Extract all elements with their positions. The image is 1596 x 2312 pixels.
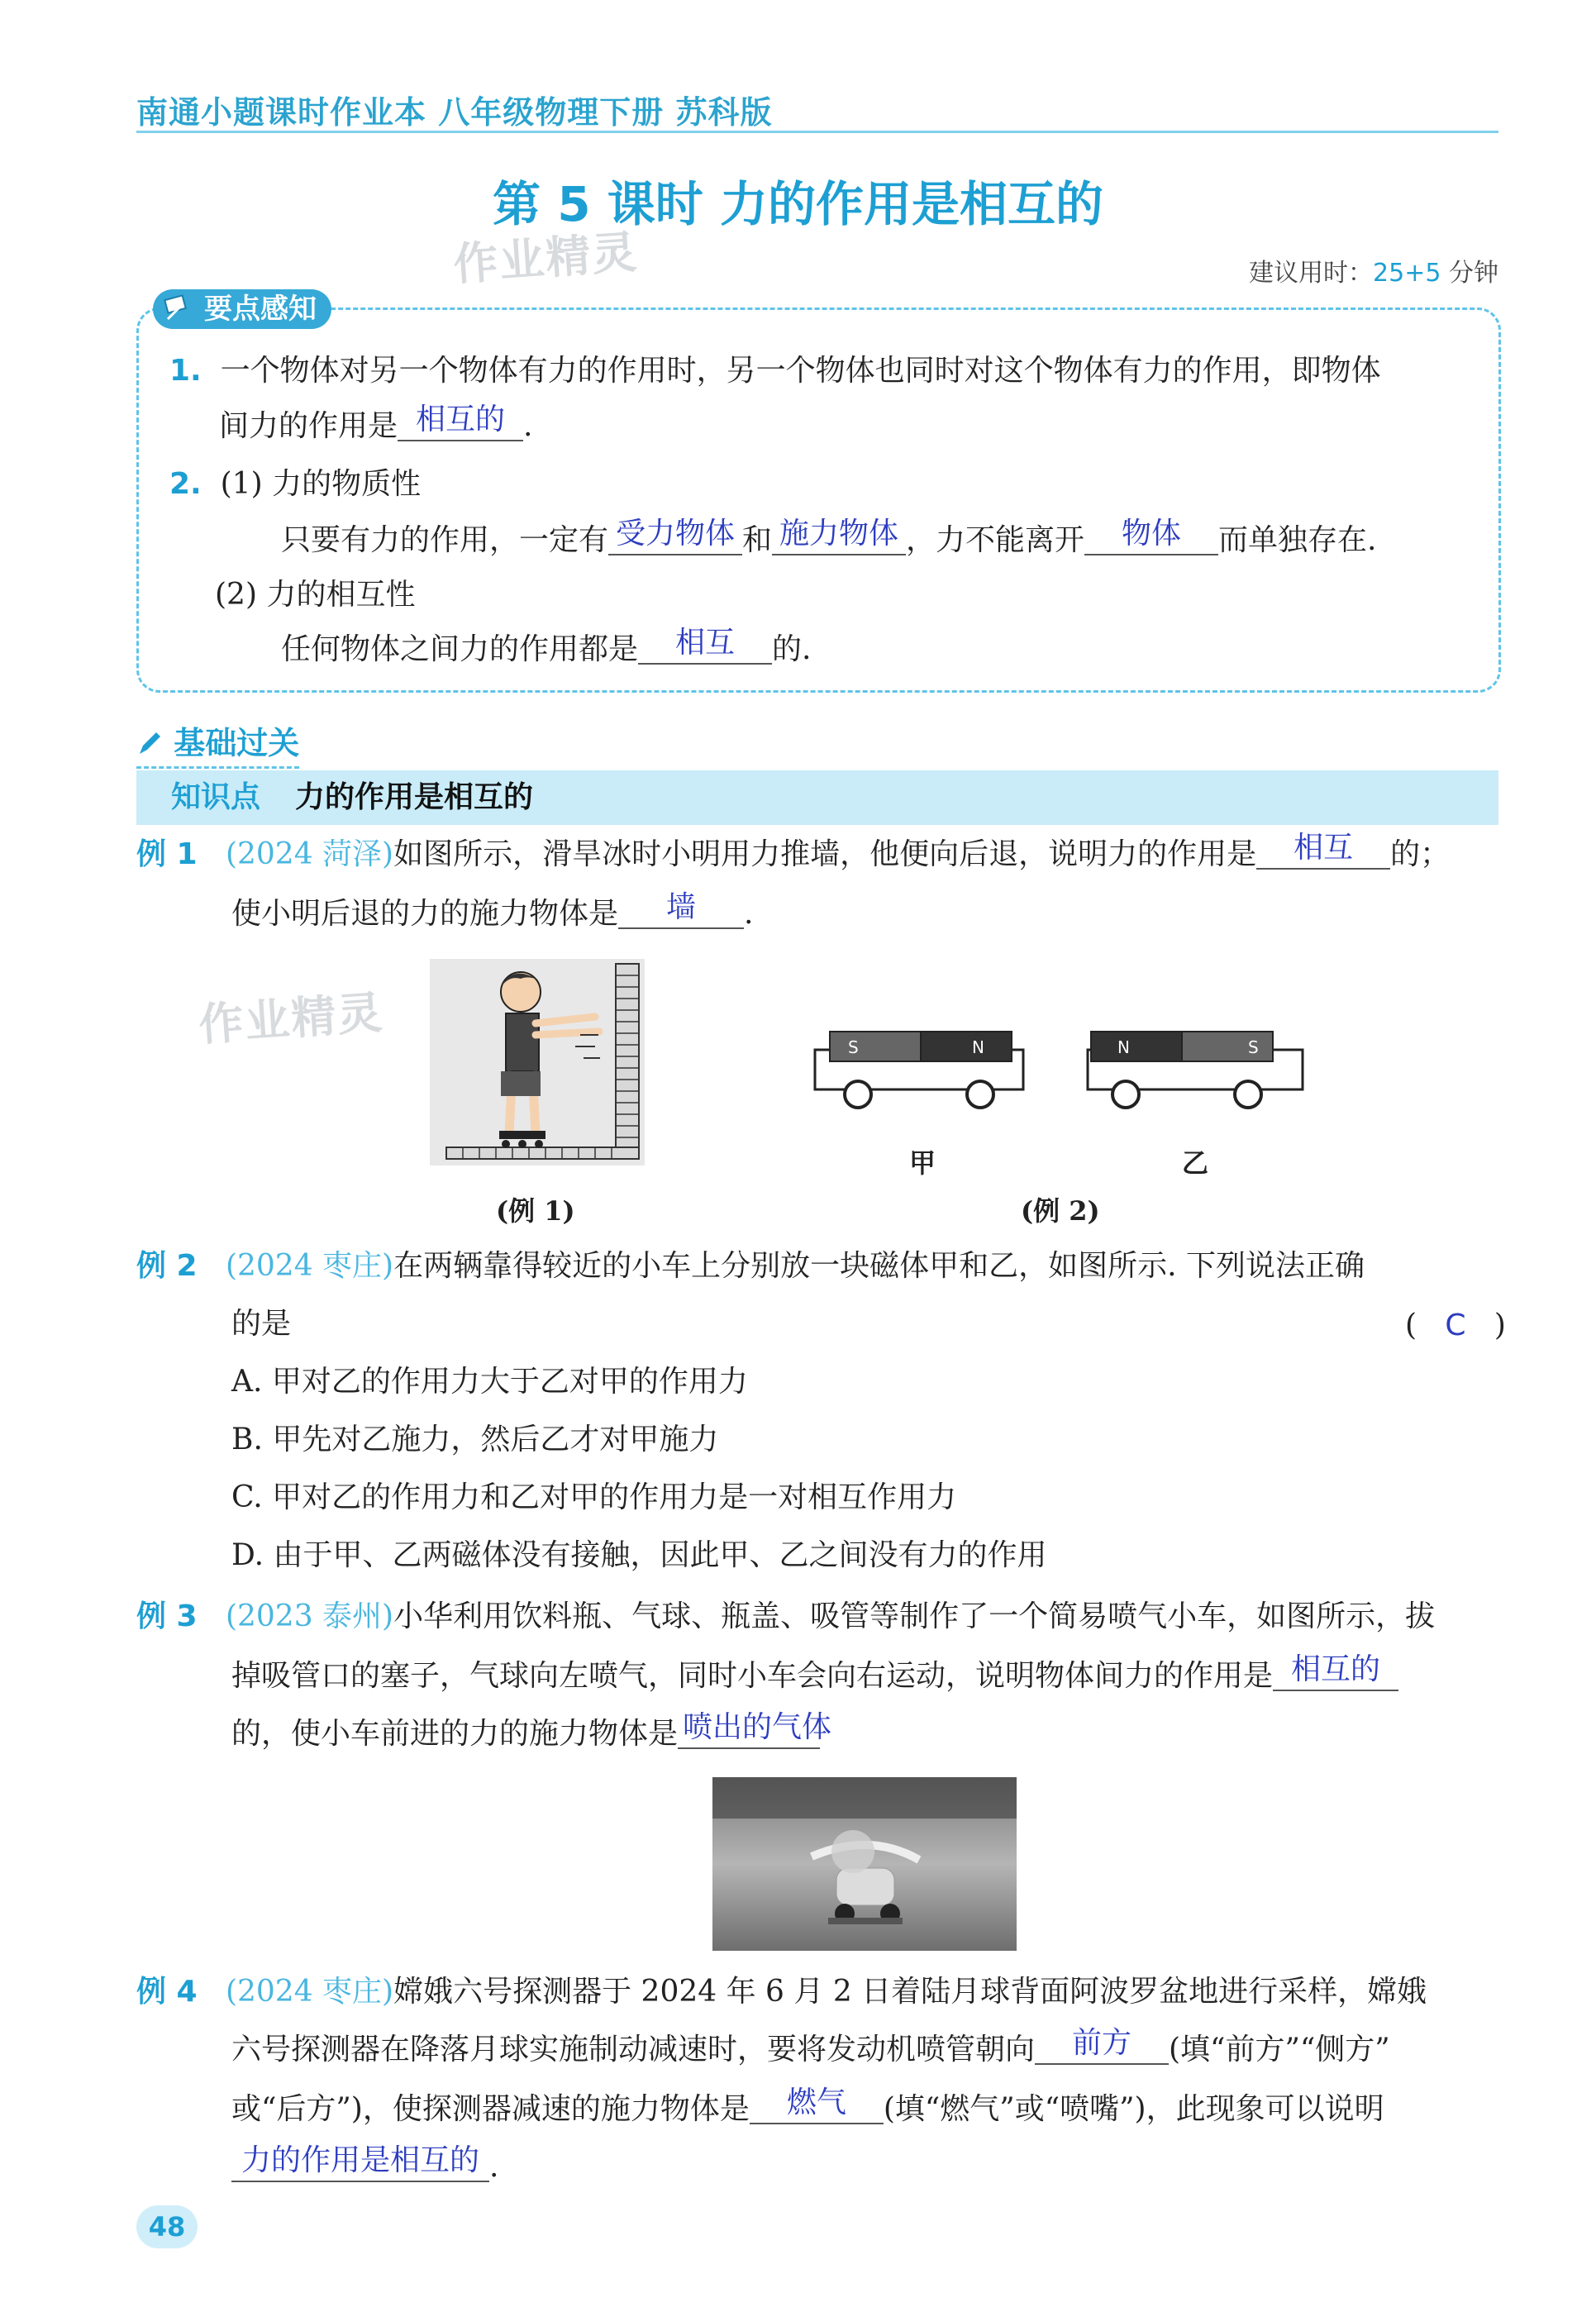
example-1-line2 [231,890,754,936]
keypoint-item-2-sub1 [169,465,421,504]
brick-wall [616,964,639,1147]
example-3-line3 [231,1710,832,1756]
watermark: 作业精灵 [197,986,386,1051]
answer-blank: 相互的 [1273,1650,1398,1691]
magnet-pole-label: S [848,1037,859,1057]
keypoints-tag-label: 要点感知 [204,293,317,326]
example-2-line2 [231,1304,291,1344]
keypoint-item-2-sub2 [215,575,415,615]
keypoints-tag [153,289,331,329]
example-text: 掉吸管口的塞子，气球向左喷气，同时小车会向右运动，说明物体间力的作用是 [231,1659,1274,1693]
watermark: 作业精灵 [451,226,641,291]
keypoint-item-1-line2 [219,403,533,448]
example-4-line3 [231,2086,1384,2131]
answer-blank: 燃气 [750,2083,884,2124]
lesson-title: 第 5 课时 力的作用是相互的 [493,176,1103,232]
example-text: . [744,897,754,931]
time-unit: 分钟 [1441,259,1498,288]
figure-2-caption: (例 2) [1021,1195,1100,1227]
item-number: 1. [169,354,202,388]
keypoint-item-2-line1 [281,517,1377,562]
item-text: (1) 力的物质性 [220,467,422,501]
basics-heading-label: 基础过关 [174,725,300,761]
example-2-line1 [136,1247,1365,1286]
option-c: C. 甲对乙的作用力和乙对甲的作用力是一对相互作用力 [231,1480,957,1514]
item-text: 和 [742,523,773,557]
pencil-icon [136,729,163,757]
example-3-line2 [231,1652,1398,1698]
item-text: 间力的作用是 [219,409,398,443]
suggested-time [1249,252,1498,288]
car-jia [815,1032,1023,1108]
example-label: 例 3 [136,1599,198,1633]
item-text: 而单独存在. [1218,523,1377,557]
answer-blank: 前方 [1035,2024,1169,2065]
example-text: 六号探测器在降落月球实施制动减速时，要将发动机喷管朝向 [231,2033,1036,2066]
book-title: 南通小题课时作业本 八年级物理下册 苏科版 [136,94,773,131]
car-b-label: 乙 [1182,1147,1209,1179]
figure-1-caption: (例 1) [496,1195,575,1227]
example-text: . [489,2150,499,2184]
keypoint-item-1-line1 [169,351,1381,391]
kp-label: 知识点 [171,780,261,814]
example-4-line1 [136,1972,1427,2012]
example-4-line4 [231,2143,499,2189]
item-text: 任何物体之间力的作用都是 [281,632,639,666]
example-text: 的，使小车前进的力的施力物体是 [231,1717,679,1751]
item-text: (2) 力的相互性 [215,578,416,612]
magnet-pole-label: S [1248,1037,1259,1057]
example-2-answer [1405,1306,1506,1346]
example-text: 小华利用饮料瓶、气球、瓶盖、吸管等制作了一个简易喷气小车，如图所示，拔 [393,1599,1436,1633]
time-label: 建议用时： [1249,259,1374,288]
item-text: 的. [772,632,812,666]
answer-blank: 喷出的气体 [678,1708,820,1749]
time-value: 25+5 [1373,259,1441,288]
figure-skater-wall [430,959,645,1166]
car-a-label: 甲 [909,1147,936,1179]
example-text: 在两辆靠得较近的小车上分别放一块磁体甲和乙，如图所示. 下列说法正确 [393,1249,1365,1283]
example-text: (填“燃气”或“喷嘴”)，此现象可以说明 [883,2092,1384,2126]
example-text: 如图所示，滑旱冰时小明用力推墙，他便向后退，说明力的作用是 [393,837,1257,871]
knowledge-point-bar [136,770,1498,825]
pin-icon [161,294,194,324]
brick-floor [446,1147,639,1159]
answer-blank: 物体 [1084,514,1218,555]
choice-answer: C [1445,1309,1466,1342]
keypoint-item-2-line2 [281,626,812,671]
example-label: 例 2 [136,1249,198,1283]
answer-blank: 施力物体 [772,514,906,555]
answer-blank: 相互 [1256,828,1390,870]
example-source: (2023 泰州) [225,1599,394,1633]
answer-blank: 受力物体 [608,514,742,555]
item-number: 2. [169,467,202,501]
example-source: (2024 枣庄) [225,1975,394,2009]
example-1-line1 [136,831,1451,876]
answer-blank: 墙 [618,888,744,929]
answer-blank: 相互的 [398,400,523,441]
paren: ) [1494,1309,1506,1342]
paren: ( [1405,1309,1417,1342]
example-text: 或“后方”)，使探测器减速的施力物体是 [231,2092,750,2126]
option-b: B. 甲先对乙施力，然后乙才对甲施力 [231,1423,719,1456]
magnet-pole-label: N [972,1037,984,1057]
example-text: 的； [1390,837,1451,871]
item-text: ，力不能离开 [906,523,1085,557]
figure-jet-car-photo [712,1777,1017,1951]
answer-blank: 力的作用是相互的 [231,2141,489,2182]
option-d: D. 由于甲、乙两磁体没有接触，因此甲、乙之间没有力的作用 [231,1538,1047,1572]
example-label: 例 1 [136,837,198,871]
example-text: 嫦娥六号探测器于 2024 年 6 月 2 日着陆月球背面阿波罗盆地进行采样，嫦娥 [393,1975,1427,2009]
example-label: 例 4 [136,1975,198,2009]
item-text: 只要有力的作用，一定有 [281,523,609,557]
example-source: (2024 枣庄) [225,1249,394,1283]
header-divider [136,131,1498,133]
basics-heading [136,717,299,769]
example-source: (2024 菏泽) [225,837,394,871]
example-text: (填“前方”“侧方” [1169,2033,1390,2066]
item-text: 一个物体对另一个物体有力的作用时，另一个物体也同时对这个物体有力的作用，即物体 [220,354,1381,388]
example-text: 使小明后退的力的施力物体是 [231,897,619,931]
option-a: A. 甲对乙的作用力大于乙对甲的作用力 [231,1365,748,1399]
example-text: 的是 [231,1307,292,1341]
figure-magnet-cars [810,1025,1306,1116]
kp-topic: 力的作用是相互的 [295,780,534,814]
example-3-line1 [136,1597,1435,1637]
example-4-line2 [231,2026,1390,2071]
magnet-pole-label: N [1117,1037,1130,1057]
item-text: . [523,409,533,443]
page-number: 48 [136,2205,198,2248]
answer-blank: 相互 [638,623,772,665]
